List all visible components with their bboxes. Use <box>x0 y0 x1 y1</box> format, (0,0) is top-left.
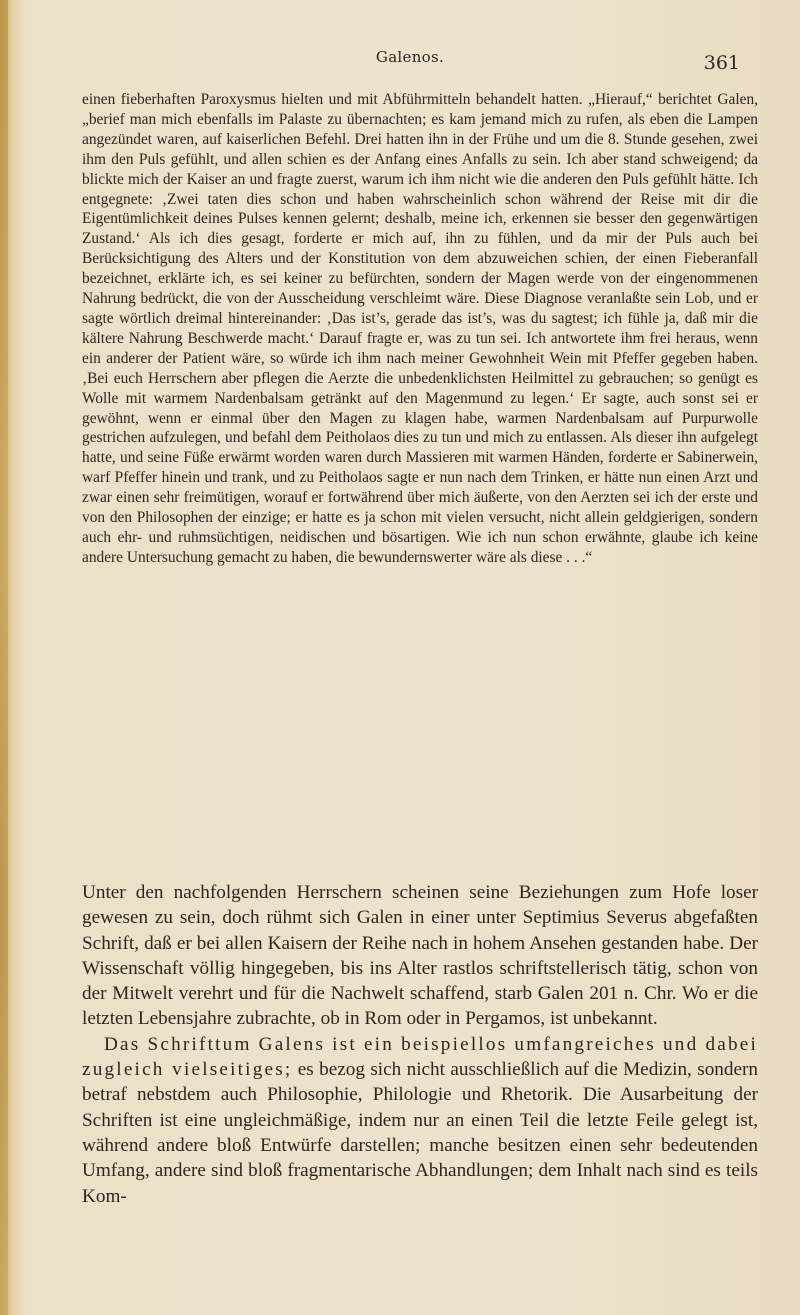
running-head <box>80 48 740 74</box>
quote-paragraph: einen fieberhaften Paroxysmus hielten und mit Abführmitteln behandelt hatten. „Hierauf,“ berichtet Galen, „berief man mich ebenfalls im Palaste zu übernachten; es kam jemand mich zu rufen, als eben die Lampen angezündet waren, auf kaiserlichen Befehl. Drei hatten ihn in der Frühe und um die 8. Stunde gesehen, zwei ihm den Puls gefühlt, und allen schien es der Anfang eines Anfalls zu sein. Ich aber stand schweigend; da blickte mich der Kaiser an und fragte zuerst, warum ich ihm nicht wie die anderen den Puls gefühlt hätte. Ich entgegnete: ‚Zwei taten dies schon und haben wahrscheinlich schon während der Reise mit dir die Eigentümlichkeit deines Pulses kennen gelernt; deshalb, meine ich, erkennen sie besser den gegenwärtigen Zustand.‘ Als ich dies gesagt, forderte er mich auf, ihn zu fühlen, und da mir der Puls auch bei Berücksichtigung des Alters und der Konstitution von dem abzuweichen schien, der einen Fieberanfall bezeichnet, erklärte ich, es sei keiner zu befürchten, sondern der Magen werde von der eingenommenen Nahrung bedrückt, die von der Ausscheidung verschleimt wäre. Diese Diagnose veranlaßte sein Lob, und er sagte wörtlich dreimal hintereinander: ‚Das ist’s, gerade das ist’s, was du sagtest; ich fühle ja, daß mir die kältere Nahrung Beschwerde macht.‘ Darauf fragte er, was zu tun sei. Ich antwortete ihm frei heraus, wenn ein anderer der Patient wäre, so würde ich ihm nach meiner Gewohnheit Wein mit Pfeffer gegeben haben. ‚Bei euch Herrschern aber pflegen die Aerzte die unbedenklichsten Heilmittel zu gebrauchen; so genügt es Wolle mit warmem Nardenbalsam getränkt auf den Magenmund zu legen.‘ Er sagte, auch sonst sei er gewöhnt, wenn er einmal über den Magen zu klagen habe, warmen Nardenbalsam auf Purpurwolle gestrichen aufzulegen, und befahl dem Peitholaos dies zu tun und mich zu entlassen. Als dieser ihn aufgelegt hatte, und seine Füße erwärmt worden waren durch Massieren mit warmen Händen, forderte er Sabinerwein, warf Pfeffer hinein und trank, und zu Peitholaos sagte er nun nach dem Trinken, er hätte nun einen Arzt und zwar einen sehr freimütigen, worauf er fortwährend über mich äußerte, von den Aerzten sei ich der erste und von den Philosophen der einzige; er hatte es ja schon mit vielen versucht, nicht allein geldgierigen, sondern auch ehr- und ruhmsüchtigen, neidischen und bösartigen. Wie ich nun schon erwähnte, glaube ich keine andere Untersuchung gemacht zu haben, die bewundernswerter wäre als diese . . .“ <box>82 91 758 566</box>
body-paragraph-2-text: es bezog sich nicht ausschließlich auf die Medizin, sondern betraf nebstdem auch Philosophie, Philologie und Rhetorik. Die Ausarbeitung der Schriften ist eine ungleichmäßige, indem nur an einen Teil die letzte Feile gelegt ist, während andere bloß Entwürfe darstellen; manche besitzen einen sehr bedeutenden Umfang, andere sind bloß fragmentarische Abhandlungen; dem Inhalt nach sind es teils Kom- <box>82 1059 758 1207</box>
running-head-title: Galenos. <box>375 48 445 66</box>
page-number: 361 <box>703 52 740 74</box>
body-paragraph-2 <box>82 1032 758 1209</box>
body-paragraph-1: Unter den nachfolgenden Herrschern scheinen seine Beziehungen zum Hofe loser gewesen zu sein, doch rühmt sich Galen in einer unter Septimius Severus abgefaßten Schrift, daß er bei allen Kaisern der Reihe nach in hohem Ansehen gestanden habe. Der Wissenschaft völlig hingegeben, bis ins Alter rastlos schriftstellerisch tätig, schon von der Mitwelt verehrt und für die Nachwelt schaffend, starb Galen 201 n. Chr. Wo er die letzten Lebensjahre zubrachte, ob in Rom oder in Pergamos, ist unbekannt. <box>82 882 758 1030</box>
letterspaced-emphasis: Das Schrifttum Galens ist ein beispiellos umfangreiches und dabei zugleich vielseitiges; <box>82 1033 758 1081</box>
quoted-passage <box>82 90 758 568</box>
body-text <box>82 880 758 1209</box>
